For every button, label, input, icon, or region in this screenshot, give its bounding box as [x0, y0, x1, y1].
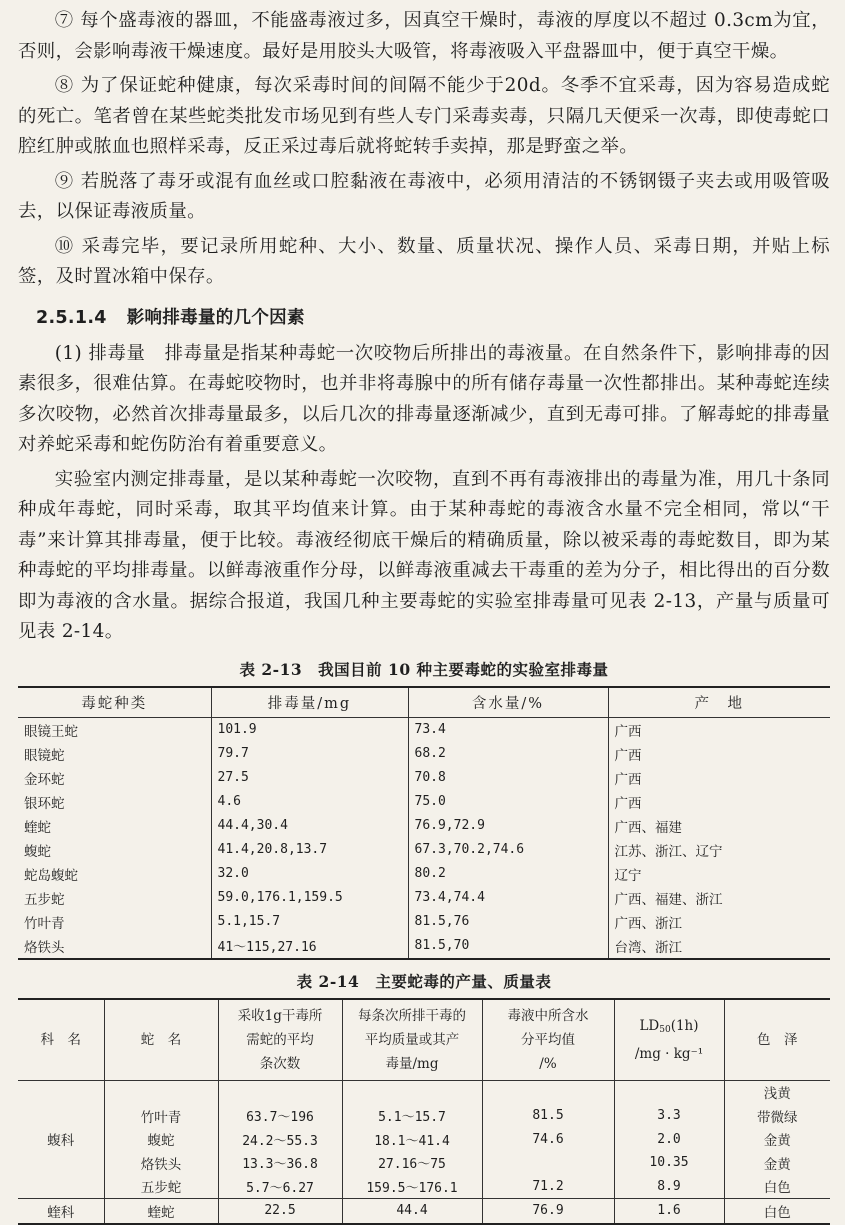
snake-cell: 竹叶青 — [104, 1104, 218, 1128]
water-cell: 80.2 — [408, 862, 608, 886]
ld50-suffix: (1h) — [670, 1017, 699, 1034]
table-row — [18, 742, 830, 766]
table-row — [18, 1080, 830, 1104]
family-cell: 蝰科 — [18, 1199, 104, 1224]
yield-cell: 41～115,27.16 — [211, 934, 408, 959]
table-2-14-caption: 表 2-14 主要蛇毒的产量、质量表 — [296, 971, 552, 991]
water-cell: 71.2 — [482, 1175, 614, 1199]
yield-cell: 18.1～41.4 — [342, 1128, 482, 1152]
color-cell: 浅黄 — [763, 1086, 791, 1103]
yield-cell: 5.1～15.7 — [342, 1104, 482, 1128]
ld50-cell: 2.0 — [614, 1128, 724, 1152]
ld50-cell: 8.9 — [614, 1175, 724, 1199]
species-cell: 银环蛇 — [18, 790, 211, 814]
column-header-water — [482, 999, 614, 1081]
yield-cell: 4.6 — [211, 790, 408, 814]
table-row — [18, 1104, 830, 1128]
yield-cell: 101.9 — [211, 717, 408, 742]
color-cell: 白色 — [763, 1204, 791, 1221]
yield-header-line: 每条次所排干毒的 — [358, 1007, 466, 1024]
table-header-row — [18, 687, 830, 718]
column-header-venom-yield: 排毒量/mg — [211, 687, 408, 718]
times-cell — [218, 1080, 342, 1104]
origin-cell: 广西 — [614, 723, 642, 740]
species-cell: 蛇岛蝮蛇 — [18, 862, 211, 886]
origin-cell: 台湾、浙江 — [614, 939, 682, 956]
ld50-cell: 3.3 — [614, 1104, 724, 1128]
lab-measurement-paragraph: 实验室内测定排毒量，是以某种毒蛇一次咬物，直到不再有毒液排出的毒量为准，用几十条同种成年毒蛇，同时采毒，取其平均值来计算。由于某种毒蛇的毒液含水量不完全相同，常以“干毒”来计算其排毒量，便于比较。毒液经彻底干燥后的精确质量，除以被采毒的毒蛇数目，即为某种毒蛇的平均排毒量。以鲜毒液重作分母，以鲜毒液重减去干毒重的差为分子，相比得出的百分数即为毒液的含水量。据综合报道，我国几种主要毒蛇的实验室排毒量可见表 2-13，产量与质量可见表 2-14。 — [18, 468, 830, 642]
times-cell: 22.5 — [218, 1199, 342, 1224]
ld50-subscript: 50 — [659, 1024, 671, 1035]
ld50-unit: /mg · kg⁻¹ — [634, 1045, 704, 1062]
water-cell: 68.2 — [408, 742, 608, 766]
table-row — [18, 1151, 830, 1175]
yield-cell: 79.7 — [211, 742, 408, 766]
snake-cell: 烙铁头 — [104, 1151, 218, 1175]
color-cell: 白色 — [724, 1175, 830, 1199]
origin-cell: 江苏、浙江、辽宁 — [614, 843, 723, 860]
origin-cell: 广西、福建 — [614, 819, 682, 836]
times-cell: 63.7～196 — [218, 1104, 342, 1128]
paragraph-10: ⑩ 采毒完毕，要记录所用蛇种、大小、数量、质量状况、操作人员、采毒日期，并贴上标签，及时置冰箱中保存。 — [18, 235, 830, 287]
column-header-snake: 蛇 名 — [104, 999, 218, 1081]
table-2-13-caption: 表 2-13 我国目前 10 种主要毒蛇的实验室排毒量 — [239, 659, 609, 679]
section-number: 2.5.1.4 — [36, 307, 107, 328]
species-cell: 烙铁头 — [18, 934, 211, 959]
table-row — [18, 1175, 830, 1199]
water-header-line: 分平均值 — [521, 1031, 575, 1048]
origin-cell: 广西 — [614, 771, 642, 788]
species-cell: 眼镜王蛇 — [18, 717, 211, 742]
yield-cell — [342, 1080, 482, 1104]
venom-yield-paragraph: (1) 排毒量 排毒量是指某种毒蛇一次咬物后所排出的毒液量。在自然条件下，影响排毒的因素很多，很难估算。在毒蛇咬物时，也并非将毒腺中的所有储存毒量一次性都排出。某种毒蛇连续多次咬物，必然首次排毒量最多，以后几次的排毒量逐渐减少，直到无毒可排。了解毒蛇的排毒量对养蛇采毒和蛇伤防治有着重要意义。 — [18, 342, 830, 455]
section-title: 影响排毒量的几个因素 — [126, 307, 305, 328]
table-row — [18, 862, 830, 886]
column-header-family: 科 名 — [18, 999, 104, 1081]
color-cell: 带微绿 — [757, 1109, 798, 1126]
water-cell: 70.8 — [408, 766, 608, 790]
yield-cell: 5.1,15.7 — [211, 910, 408, 934]
yield-header-line: 平均质量或其产 — [364, 1031, 460, 1048]
origin-cell: 辽宁 — [614, 867, 642, 884]
origin-cell: 广西 — [614, 747, 642, 764]
water-cell: 81.5,70 — [408, 934, 608, 959]
color-cell: 金黄 — [763, 1133, 791, 1150]
times-cell: 13.3～36.8 — [218, 1151, 342, 1175]
paragraph-8: ⑧ 为了保证蛇种健康，每次采毒时间的间隔不能少于20d。冬季不宜采毒，因为容易造成蛇的死亡。笔者曾在某些蛇类批发市场见到有些人专门采毒卖毒，只隔几天便采一次毒，即使毒蛇口腔红肿或脓血也照样采毒，反正采过毒后就将蛇转手卖掉，那是野蛮之举。 — [18, 75, 830, 157]
table-row — [18, 717, 830, 742]
yield-cell: 44.4,30.4 — [211, 814, 408, 838]
section-heading — [36, 303, 830, 333]
column-header-times — [218, 999, 342, 1081]
yield-cell: 27.5 — [211, 766, 408, 790]
paragraph-7: ⑦ 每个盛毒液的器皿，不能盛毒液过多，因真空干燥时，毒液的厚度以不超过 0.3cm为宜，否则，会影响毒液干燥速度。最好是用胶头大吸管，将毒液吸入平盘器皿中，便于真空干燥。 — [18, 10, 830, 62]
yield-cell: 59.0,176.1,159.5 — [211, 886, 408, 910]
yield-cell: 159.5～176.1 — [342, 1175, 482, 1199]
water-cell: 73.4 — [408, 717, 608, 742]
book-page — [18, 6, 830, 1225]
family-cell: 蝮科 — [18, 1080, 104, 1199]
water-cell — [482, 1080, 614, 1104]
times-cell: 24.2～55.3 — [218, 1128, 342, 1152]
paragraph-9: ⑨ 若脱落了毒牙或混有血丝或口腔黏液在毒液中，必须用清洁的不锈钢镊子夹去或用吸管吸去，以保证毒液质量。 — [18, 170, 830, 222]
origin-cell: 广西、福建、浙江 — [614, 891, 723, 908]
table-row — [18, 934, 830, 959]
origin-cell: 广西 — [614, 795, 642, 812]
water-cell: 81.5 — [482, 1104, 614, 1128]
color-cell: 金黄 — [763, 1156, 791, 1173]
species-cell: 蝮蛇 — [18, 838, 211, 862]
column-header-ld50 — [614, 999, 724, 1081]
origin-cell: 广西、浙江 — [614, 915, 682, 932]
times-header-line: 需蛇的平均 — [246, 1031, 314, 1048]
snake-cell: 蝰蛇 — [104, 1199, 218, 1224]
table-row — [18, 1128, 830, 1152]
species-cell: 蝰蛇 — [18, 814, 211, 838]
column-header-species: 毒蛇种类 — [18, 687, 211, 718]
yield-cell: 32.0 — [211, 862, 408, 886]
table-row — [18, 886, 830, 910]
ld50-cell: 1.6 — [614, 1199, 724, 1224]
table-row — [18, 1199, 830, 1224]
species-cell: 五步蛇 — [18, 886, 211, 910]
water-cell: 74.6 — [482, 1128, 614, 1152]
table-row — [18, 814, 830, 838]
table-2-14 — [18, 998, 830, 1225]
water-cell: 73.4,74.4 — [408, 886, 608, 910]
water-cell: 76.9,72.9 — [408, 814, 608, 838]
times-cell: 5.7～6.27 — [218, 1175, 342, 1199]
table-row — [18, 838, 830, 862]
table-header-row — [18, 999, 830, 1081]
species-cell: 金环蛇 — [18, 766, 211, 790]
table-row — [18, 910, 830, 934]
water-cell: 76.9 — [482, 1199, 614, 1224]
water-cell: 81.5,76 — [408, 910, 608, 934]
column-header-color: 色 泽 — [724, 999, 830, 1081]
ld50-prefix: LD — [639, 1017, 660, 1034]
yield-cell: 27.16～75 — [342, 1151, 482, 1175]
yield-cell: 41.4,20.8,13.7 — [211, 838, 408, 862]
column-header-origin: 产 地 — [608, 687, 830, 718]
table-row — [18, 790, 830, 814]
snake-cell: 蝮蛇 — [104, 1128, 218, 1152]
ld50-cell — [614, 1080, 724, 1104]
yield-cell: 44.4 — [342, 1199, 482, 1224]
water-header-line: /% — [539, 1055, 557, 1072]
times-header-line: 条次数 — [259, 1055, 301, 1072]
times-header-line: 采收1g干毒所 — [237, 1007, 323, 1024]
water-cell: 75.0 — [408, 790, 608, 814]
species-cell: 竹叶青 — [18, 910, 211, 934]
species-cell: 眼镜蛇 — [18, 742, 211, 766]
column-header-water-content: 含水量/% — [408, 687, 608, 718]
snake-cell — [104, 1080, 218, 1104]
ld50-cell: 10.35 — [614, 1151, 724, 1175]
yield-header-line: 毒量/mg — [385, 1055, 439, 1072]
column-header-yield — [342, 999, 482, 1081]
table-row — [18, 766, 830, 790]
table-2-13 — [18, 686, 830, 960]
snake-cell: 五步蛇 — [104, 1175, 218, 1199]
water-header-line: 毒液中所含水 — [507, 1007, 589, 1024]
water-cell: 67.3,70.2,74.6 — [408, 838, 608, 862]
ld50-header-line — [619, 1014, 720, 1042]
water-cell — [482, 1151, 614, 1175]
